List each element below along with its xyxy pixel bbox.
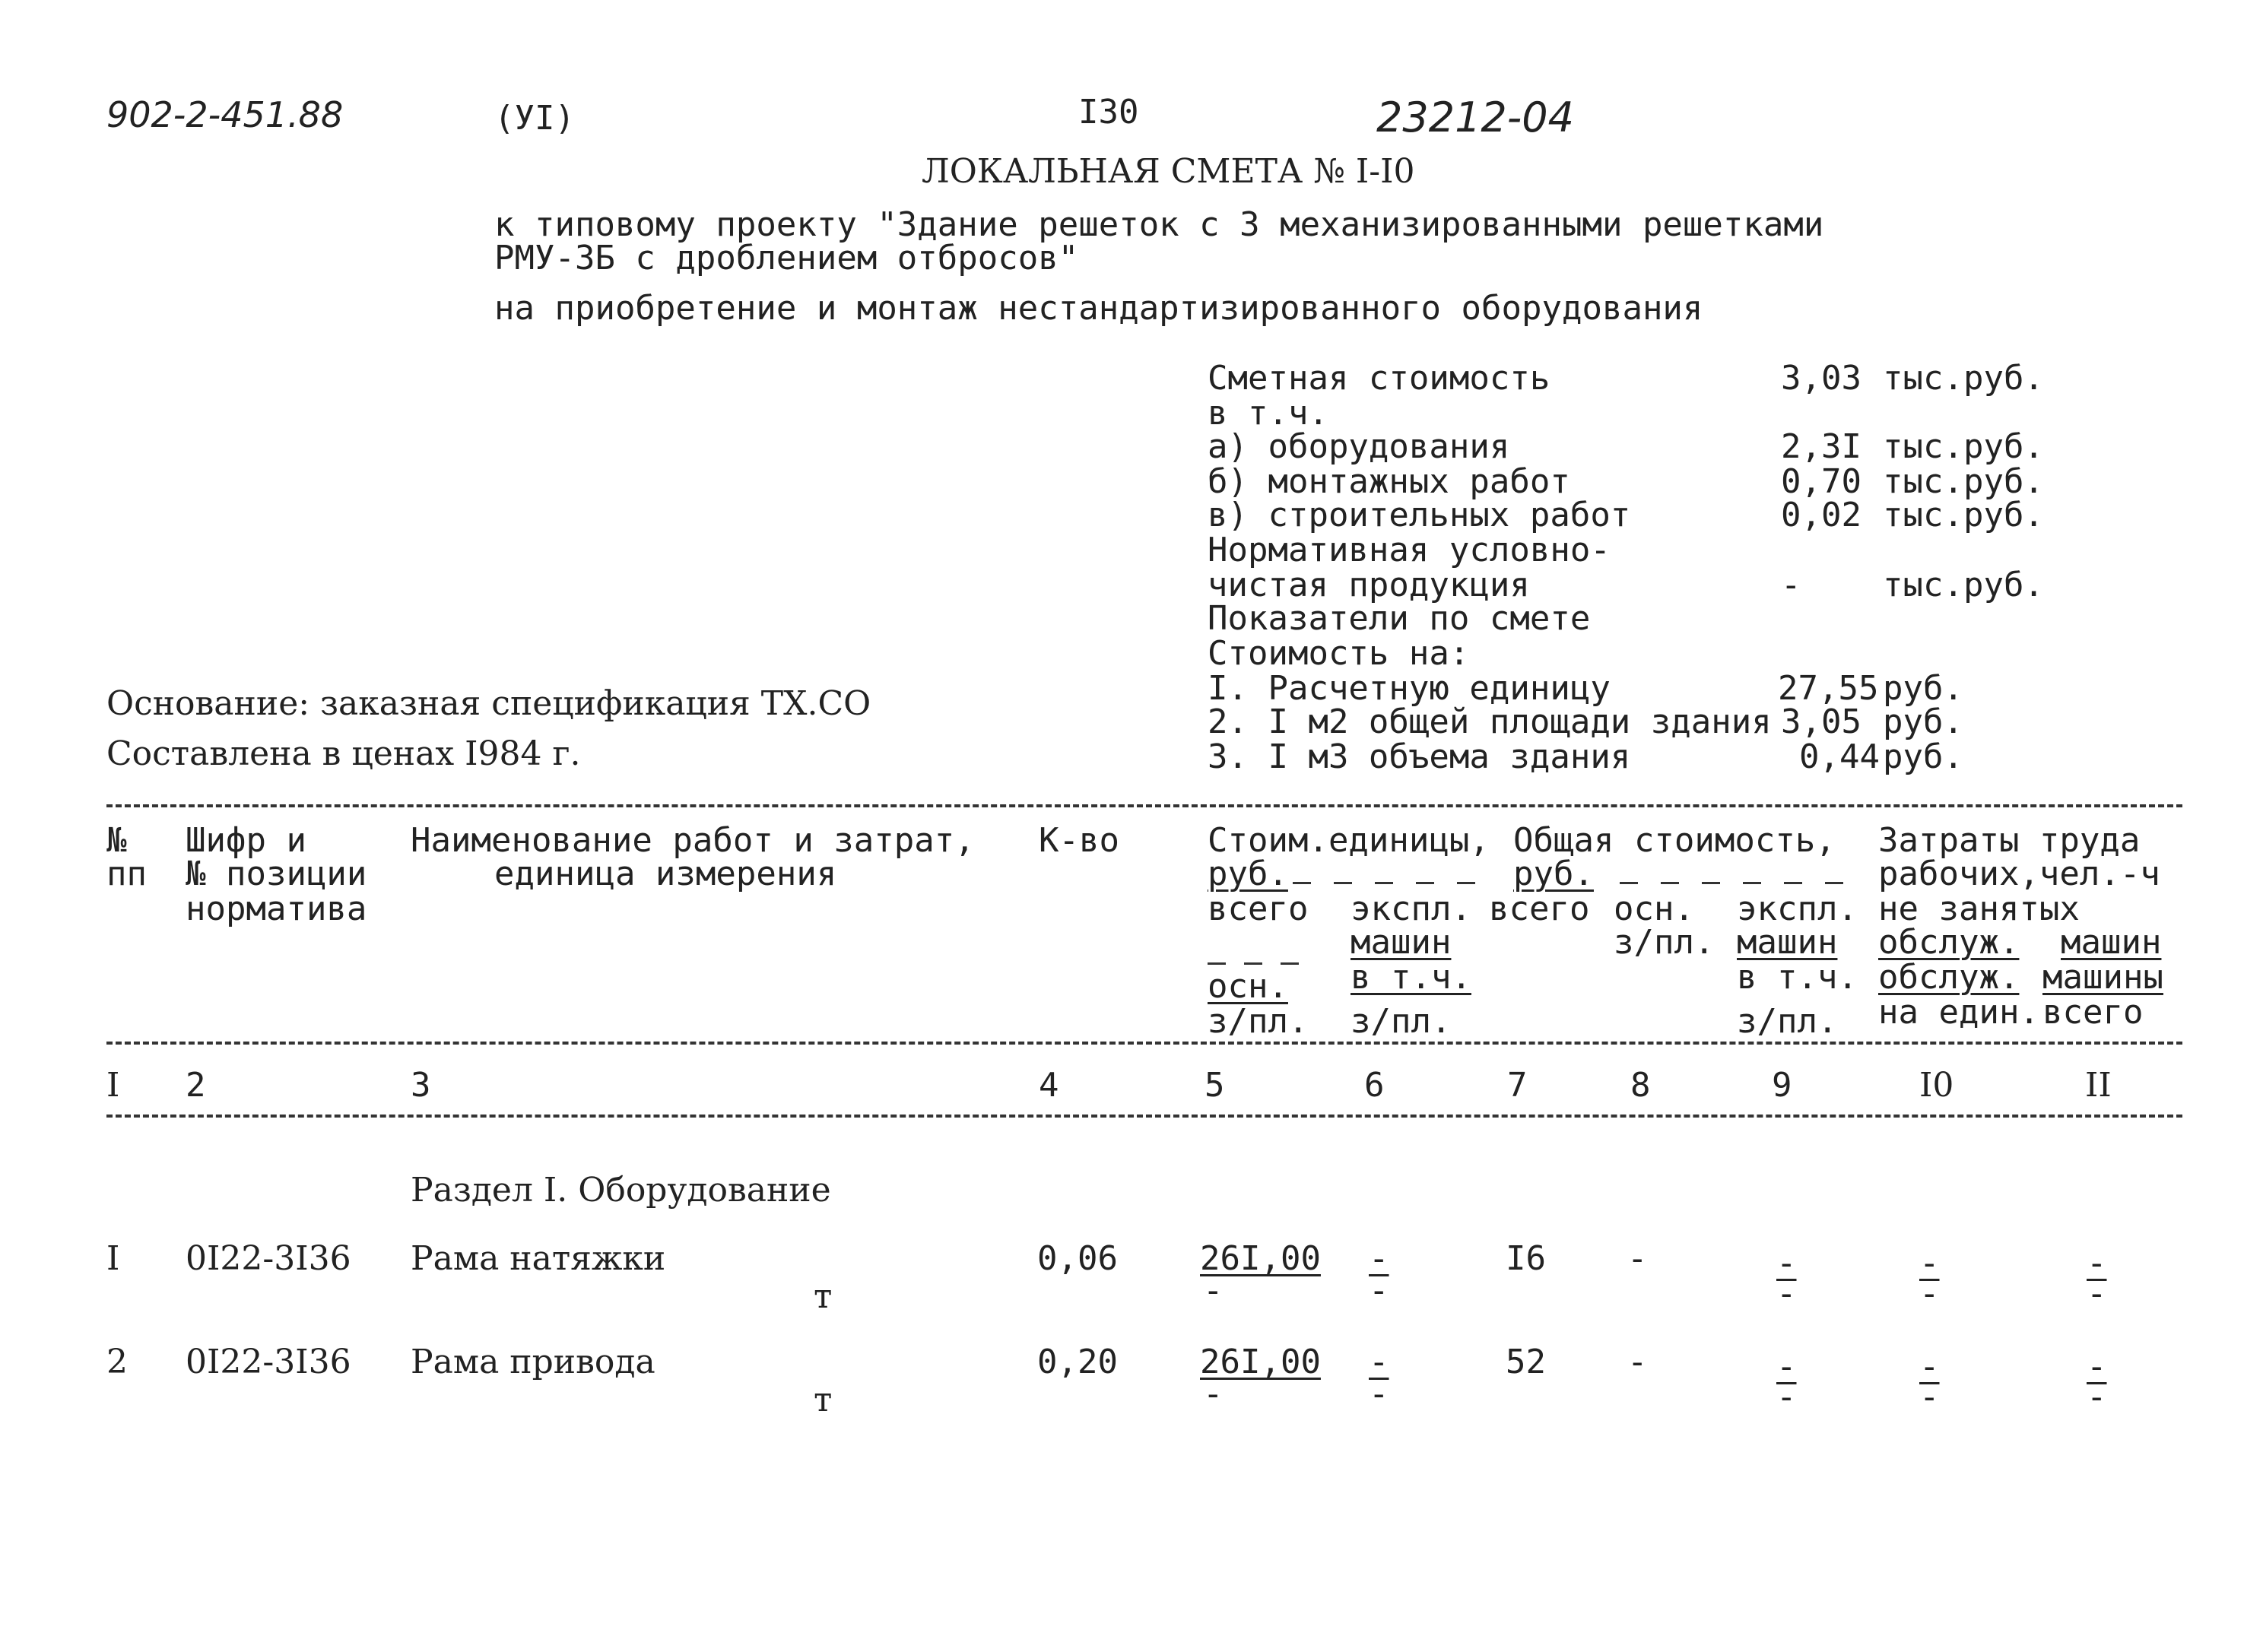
header-dash (1784, 882, 1802, 884)
project-code: 902-2-451.88 (106, 94, 344, 135)
row-labor-total: - (2087, 1347, 2107, 1386)
column-numbers-rule (106, 1115, 2182, 1118)
summary-unit: тыс.руб. (1883, 427, 2044, 466)
summary-value: 2,3I (1781, 427, 1862, 466)
col9-header: экспл. (1737, 889, 1858, 928)
summary-label: в) строительных работ (1208, 496, 1631, 534)
row-name: Рама натяжки (411, 1239, 666, 1278)
labor-header: рабочих,чел.-ч (1878, 855, 2160, 893)
summary-label: а) оборудования (1208, 427, 1510, 466)
column-number: 4 (1039, 1066, 1059, 1105)
labor-header: обслуж. (1878, 958, 2020, 997)
row-total-machine: - (1776, 1347, 1797, 1386)
header-top-rule (106, 804, 2182, 807)
row-total-machine: - (1776, 1244, 1797, 1283)
price-year-line: Составлена в ценах I984 г. (106, 734, 581, 773)
col9-header: в т.ч. (1737, 958, 1858, 997)
header-dash (1281, 962, 1299, 965)
volume-label: (УI) (494, 99, 575, 138)
header-dash (1334, 882, 1352, 884)
total-cost-currency: руб. (1513, 855, 1594, 893)
row-labor-total-machine: - (2087, 1378, 2107, 1416)
row-unit-base: - (1203, 1271, 1224, 1310)
header-dash (1661, 882, 1679, 884)
col9-header: машин (1737, 923, 1838, 962)
row-labor-unit-machine: - (1919, 1378, 1940, 1416)
header-dash (1293, 882, 1311, 884)
archive-stamp: 23212-04 (1376, 94, 1574, 141)
total-cost-header: Общая стоимость, (1513, 821, 1836, 860)
labor-header: машин (2061, 923, 2162, 962)
row-unit-machine-wage: - (1369, 1375, 1389, 1413)
row-name: Рама привода (411, 1343, 655, 1381)
row-unit: т (814, 1277, 833, 1316)
row-number: 2 (106, 1343, 128, 1381)
summary-value: 3,05 (1781, 702, 1862, 741)
summary-unit: тыс.руб. (1883, 496, 2044, 534)
basis-line: Основание: заказная спецификация ТХ.СО (106, 684, 871, 723)
header-dash (1743, 882, 1761, 884)
title-line-2: к типовому проекту "Здание решеток с 3 механизированными решетками (494, 205, 1824, 244)
summary-unit: тыс.руб. (1883, 359, 2044, 398)
row-total-base: - (1627, 1239, 1648, 1278)
page-number: I30 (1078, 93, 1139, 132)
header-dash (1457, 882, 1475, 884)
row-labor-unit: - (1919, 1244, 1940, 1283)
row-unit-cost: 26I,00 (1200, 1239, 1321, 1278)
summary-label: 3. I м3 объема здания (1208, 737, 1631, 776)
section-title: Раздел I. Оборудование (411, 1171, 831, 1210)
col3-header: Наименование работ и затрат, (411, 821, 975, 860)
col8-header: з/пл. (1614, 923, 1715, 962)
summary-value: 27,55 (1778, 669, 1879, 708)
col4-header: К-во (1039, 821, 1119, 860)
labor-header: не занятых (1878, 889, 2080, 928)
summary-label: б) монтажных работ (1208, 462, 1570, 501)
summary-label: 2. I м2 общей площади здания (1208, 702, 1772, 741)
header-dash (1825, 882, 1843, 884)
col1-header: пп (106, 855, 147, 893)
summary-label: Нормативная условно- (1208, 531, 1611, 569)
col6-header-bottom: з/пл. (1350, 1002, 1452, 1041)
row-quantity: 0,06 (1037, 1239, 1118, 1278)
summary-label: в т.ч. (1208, 394, 1328, 433)
column-number: I (106, 1066, 120, 1105)
column-number: I0 (1919, 1066, 1954, 1105)
summary-unit: руб. (1883, 702, 1963, 741)
col3-header: единица измерения (494, 855, 837, 893)
column-number: 5 (1204, 1066, 1225, 1105)
header-dash (1375, 882, 1393, 884)
summary-unit: руб. (1883, 737, 1963, 776)
summary-label: Сметная стоимость (1208, 359, 1550, 398)
summary-unit: руб. (1883, 669, 1963, 708)
summary-label: I. Расчетную единицу (1208, 669, 1611, 708)
labor-header: обслуж. (1878, 923, 2020, 962)
col2-header: Шифр и (186, 821, 306, 860)
column-number: 7 (1507, 1066, 1528, 1105)
summary-value: - (1781, 566, 1801, 604)
summary-value: 0,44 (1799, 737, 1880, 776)
row-total: I6 (1506, 1239, 1546, 1278)
title-line-3: РМУ-3Б с дроблением отбросов" (494, 239, 1079, 277)
column-number: 2 (186, 1066, 206, 1105)
column-number: 8 (1630, 1066, 1651, 1105)
row-total-machine-wage: - (1776, 1378, 1797, 1416)
row-number: I (106, 1239, 120, 1278)
row-total: 52 (1506, 1343, 1546, 1381)
column-number: 6 (1364, 1066, 1385, 1105)
row-unit-machine: - (1369, 1343, 1389, 1381)
labor-header: машины (2042, 958, 2163, 997)
column-number: II (2085, 1066, 2112, 1105)
header-dash (1416, 882, 1434, 884)
row-total-base: - (1627, 1343, 1648, 1381)
col5-header-bottom: осн. (1208, 967, 1288, 1006)
row-unit: т (814, 1381, 833, 1419)
summary-label: чистая продукция (1208, 566, 1530, 604)
summary-label: Показатели по смете (1208, 599, 1591, 638)
col6-header-bottom: в т.ч. (1350, 958, 1471, 997)
summary-unit: тыс.руб. (1883, 462, 2044, 501)
header-dash (1620, 882, 1638, 884)
col2-header: норматива (186, 889, 367, 928)
col5-header-bottom: з/пл. (1208, 1002, 1309, 1041)
col8-header: осн. (1614, 889, 1694, 928)
header-dash (1244, 962, 1262, 965)
unit-cost-currency: руб. (1208, 855, 1288, 893)
labor-header: всего (2042, 993, 2144, 1032)
col2-header: № позиции (186, 855, 367, 893)
row-code: 0I22-3I36 (186, 1343, 351, 1381)
row-total-machine-wage: - (1776, 1274, 1797, 1313)
column-number: 9 (1772, 1066, 1792, 1105)
column-number: 3 (411, 1066, 431, 1105)
row-labor-total: - (2087, 1244, 2107, 1283)
document-title: ЛОКАЛЬНАЯ СМЕТА № I-I0 (922, 152, 1415, 191)
row-quantity: 0,20 (1037, 1343, 1118, 1381)
col5-header-top: всего (1208, 889, 1309, 928)
row-unit-base: - (1203, 1375, 1224, 1413)
header-bottom-rule (106, 1042, 2182, 1045)
summary-value: 3,03 (1781, 359, 1862, 398)
header-dash (1208, 962, 1226, 965)
summary-value: 0,70 (1781, 462, 1862, 501)
row-unit-machine: - (1369, 1239, 1389, 1278)
col1-header: № (106, 821, 127, 860)
unit-cost-header: Стоим.единицы, (1208, 821, 1490, 860)
labor-header: Затраты труда (1878, 821, 2141, 860)
row-labor-total-machine: - (2087, 1274, 2107, 1313)
title-line-4: на приобретение и монтаж нестандартизированного оборудования (494, 289, 1703, 328)
row-unit-machine-wage: - (1369, 1271, 1389, 1310)
col6-header-top: машин (1350, 923, 1452, 962)
summary-unit: тыс.руб. (1883, 566, 2044, 604)
col7-header: всего (1489, 889, 1590, 928)
row-unit-cost: 26I,00 (1200, 1343, 1321, 1381)
row-labor-unit-machine: - (1919, 1274, 1940, 1313)
header-dash (1702, 882, 1720, 884)
row-labor-unit: - (1919, 1347, 1940, 1386)
col6-header-top: экспл. (1350, 889, 1471, 928)
summary-label: Стоимость на: (1208, 634, 1470, 673)
summary-value: 0,02 (1781, 496, 1862, 534)
labor-header: на един. (1878, 993, 2039, 1032)
row-code: 0I22-3I36 (186, 1239, 351, 1278)
col9-header: з/пл. (1737, 1002, 1838, 1041)
